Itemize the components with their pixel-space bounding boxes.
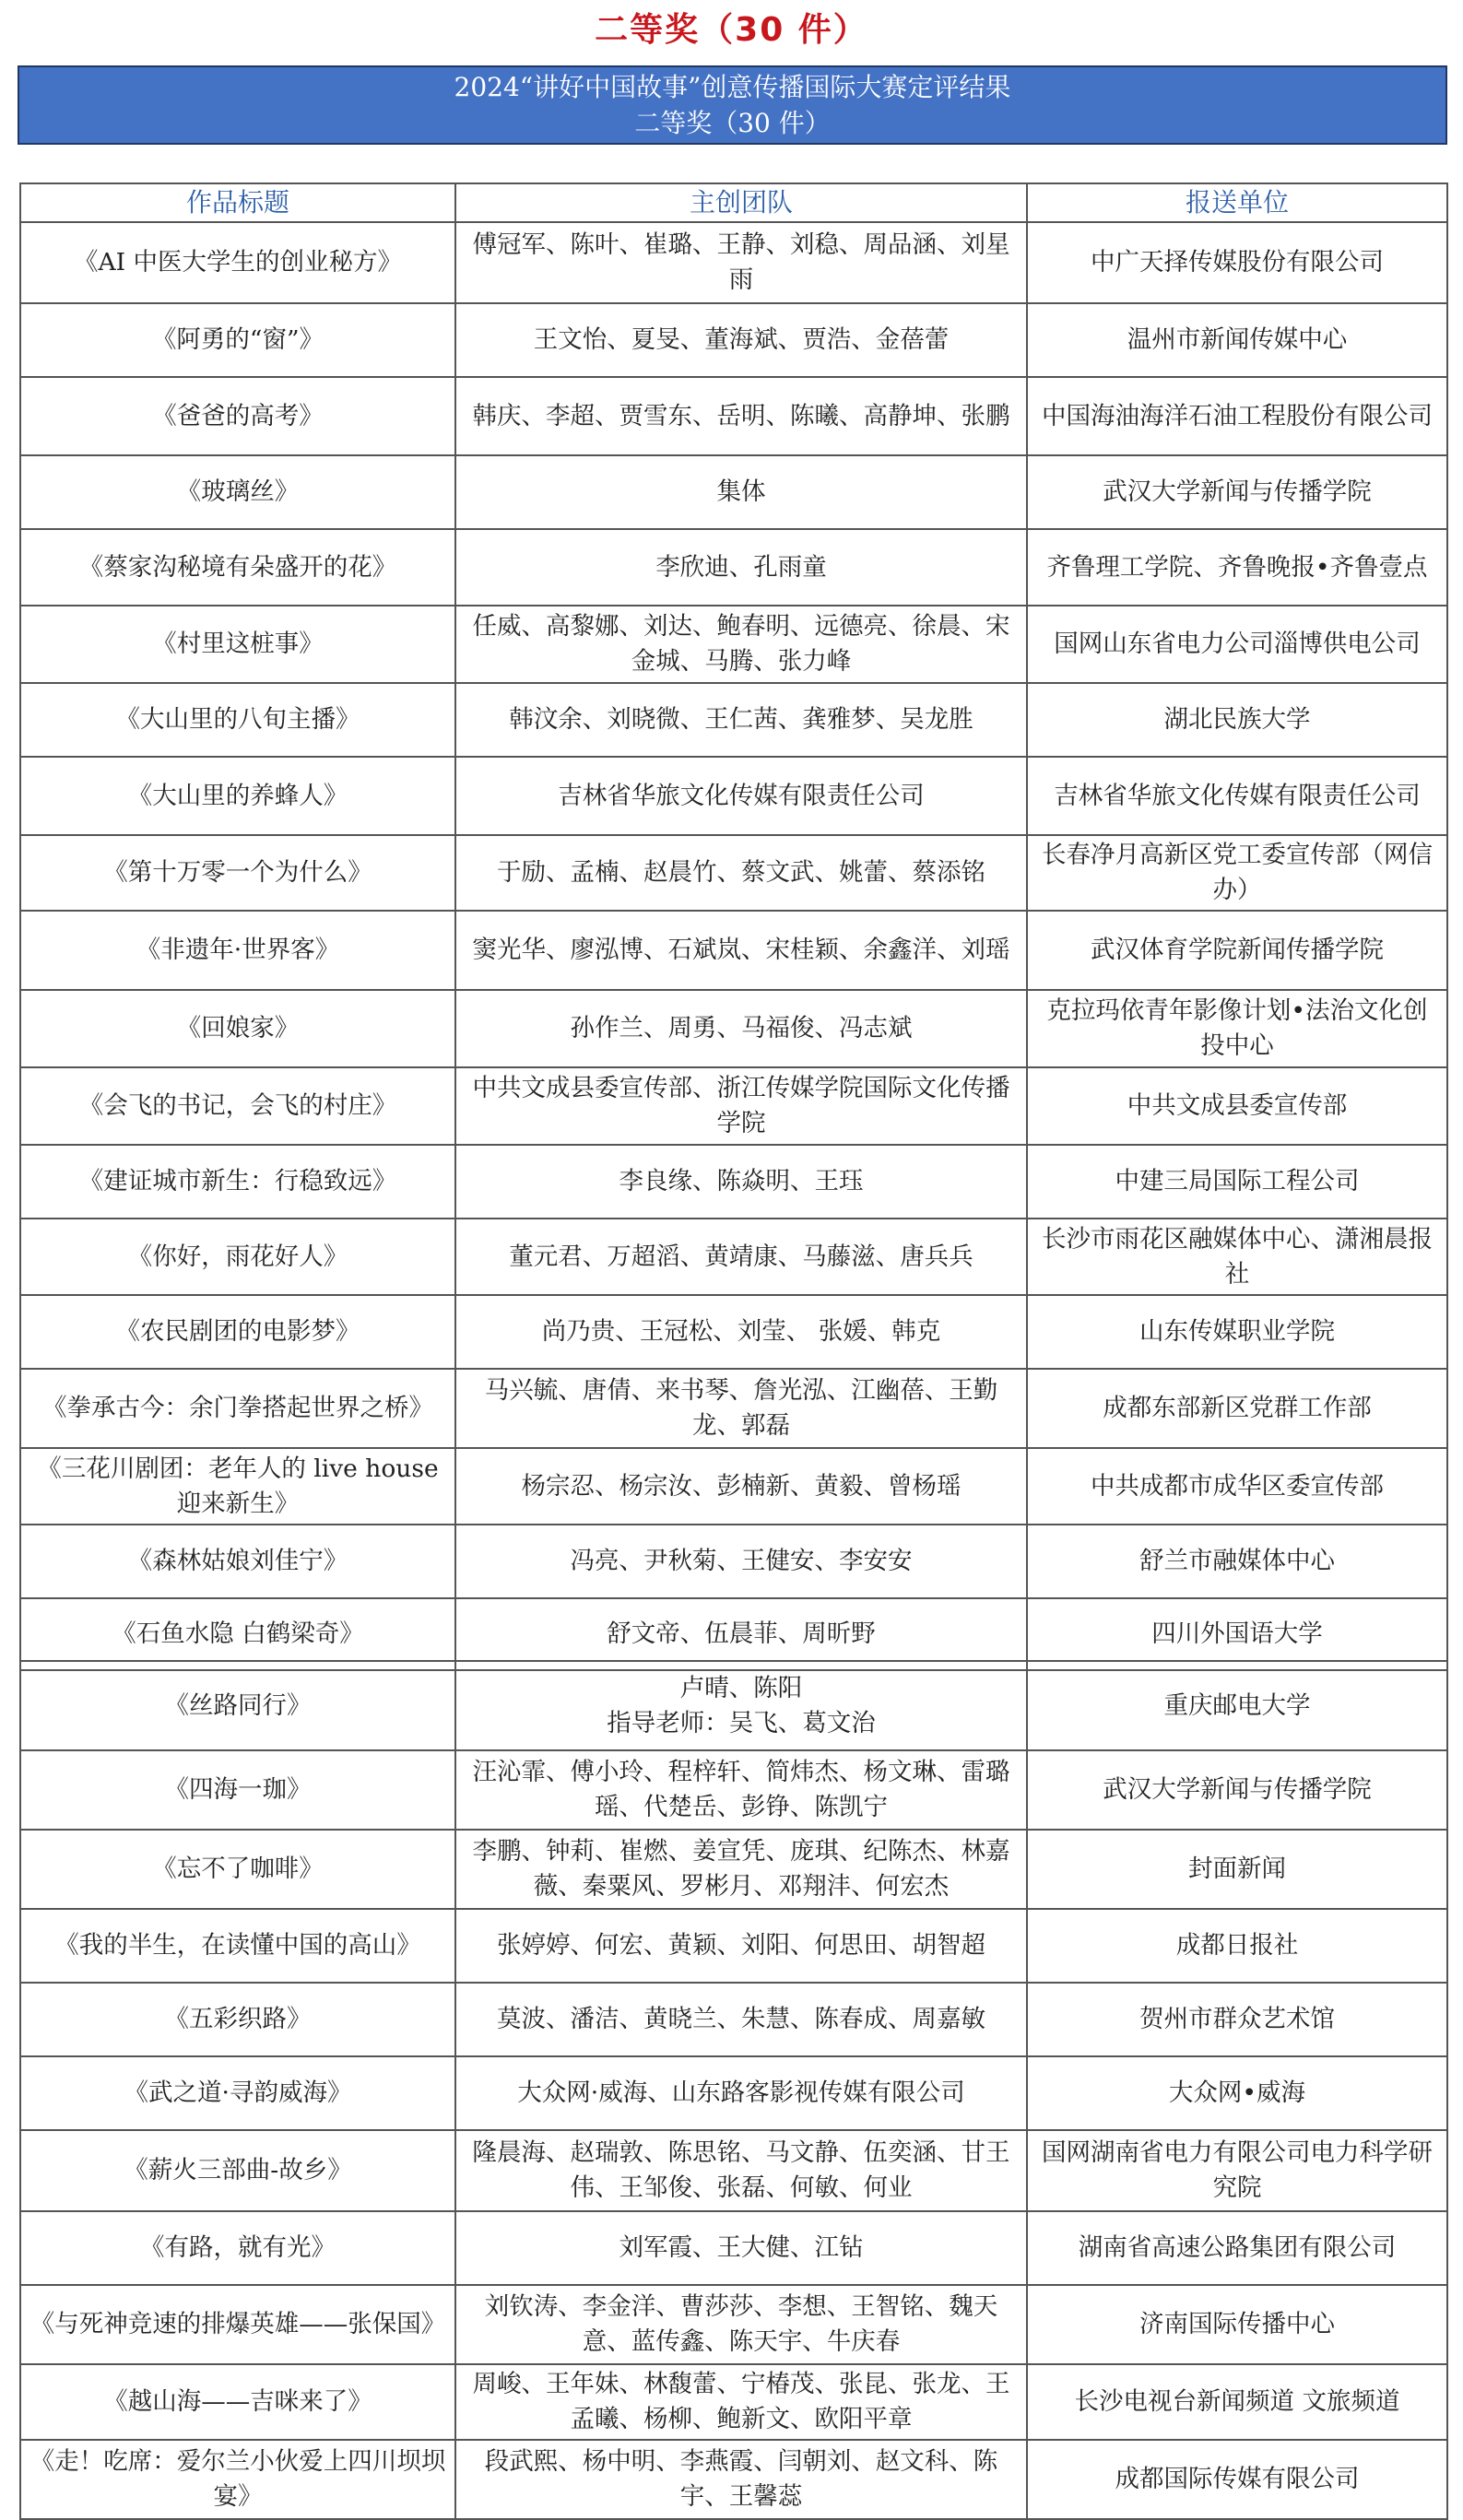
team-cell: 于励、孟楠、赵晨竹、蔡文武、姚蕾、蔡添铭 [455, 835, 1027, 911]
table-row [20, 1295, 1447, 1369]
team-cell: 杨宗忍、杨宗汝、彭楠新、黄毅、曾杨瑶 [455, 1448, 1027, 1525]
team-cell: 卢晴、陈阳 指导老师：吴飞、葛文治 [455, 1661, 1027, 1750]
results-banner [18, 65, 1447, 145]
team-cell: 集体 [455, 455, 1027, 529]
unit-cell: 湖北民族大学 [1027, 683, 1447, 757]
table-row [20, 529, 1447, 606]
table-row [20, 2440, 1447, 2519]
table-row [20, 1830, 1447, 1909]
work-title-cell: 《走！吃席：爱尔兰小伙爱上四川坝坝宴》 [20, 2440, 455, 2519]
table-row [20, 990, 1447, 1067]
work-title-cell: 《武之道·寻韵威海》 [20, 2056, 455, 2130]
table-row [20, 2211, 1447, 2285]
table-row [20, 303, 1447, 377]
column-header-team: 主创团队 [455, 183, 1027, 222]
unit-cell: 济南国际传播中心 [1027, 2285, 1447, 2364]
work-title-cell: 《拳承古今：余门拳搭起世界之桥》 [20, 1369, 455, 1448]
unit-cell: 成都东部新区党群工作部 [1027, 1369, 1447, 1448]
table-row [20, 1909, 1447, 1983]
work-title-cell: 《大山里的养蜂人》 [20, 757, 455, 835]
banner-title: 2024“讲好中国故事”创意传播国际大赛定评结果 [454, 72, 1011, 102]
unit-cell: 中建三局国际工程公司 [1027, 1145, 1447, 1219]
team-cell: 汪沁霏、傅小玲、程梓轩、简炜杰、杨文琳、雷璐瑶、代楚岳、彭铮、陈凯宁 [455, 1750, 1027, 1830]
team-cell: 刘军霞、王大健、江钻 [455, 2211, 1027, 2285]
work-title-cell: 《我的半生，在读懂中国的高山》 [20, 1909, 455, 1983]
table-row [20, 1145, 1447, 1219]
table-header-row [20, 183, 1447, 222]
work-title-cell: 《四海一珈》 [20, 1750, 455, 1830]
work-title-cell: 《丝路同行》 [20, 1661, 455, 1750]
table-row [20, 2364, 1447, 2440]
unit-cell: 大众网•威海 [1027, 2056, 1447, 2130]
team-cell: 隆晨海、赵瑞敦、陈思铭、马文静、伍奕涵、甘王伟、王邹俊、张磊、何敏、何业 [455, 2130, 1027, 2211]
team-cell: 王文怡、夏旻、董海斌、贾浩、金蓓蕾 [455, 303, 1027, 377]
unit-cell: 克拉玛依青年影像计划•法治文化创投中心 [1027, 990, 1447, 1067]
team-cell: 刘钦涛、李金洋、曹莎莎、李想、王智铭、魏天意、蓝传鑫、陈天宇、牛庆春 [455, 2285, 1027, 2364]
team-cell: 周峻、王年妹、林馥蕾、宁椿茂、张昆、张龙、王孟曦、杨柳、鲍新文、欧阳平章 [455, 2364, 1027, 2440]
unit-cell: 武汉大学新闻与传播学院 [1027, 1750, 1447, 1830]
work-title-cell: 《蔡家沟秘境有朵盛开的花》 [20, 529, 455, 606]
column-header-title: 作品标题 [20, 183, 455, 222]
work-title-cell: 《回娘家》 [20, 990, 455, 1067]
work-title-cell: 《石鱼水隐 白鹤梁奇》 [20, 1598, 455, 1670]
table-row [20, 1525, 1447, 1598]
unit-cell: 成都国际传媒有限公司 [1027, 2440, 1447, 2519]
work-title-cell: 《农民剧团的电影梦》 [20, 1295, 455, 1369]
unit-cell: 长春净月高新区党工委宣传部（网信办） [1027, 835, 1447, 911]
table-row [20, 1448, 1447, 1525]
unit-cell: 舒兰市融媒体中心 [1027, 1525, 1447, 1598]
unit-cell: 武汉大学新闻与传播学院 [1027, 455, 1447, 529]
table-row [20, 911, 1447, 990]
unit-cell: 中国海油海洋石油工程股份有限公司 [1027, 377, 1447, 455]
unit-cell: 吉林省华旅文化传媒有限责任公司 [1027, 757, 1447, 835]
unit-cell: 温州市新闻传媒中心 [1027, 303, 1447, 377]
column-header-unit: 报送单位 [1027, 183, 1447, 222]
unit-cell: 重庆邮电大学 [1027, 1661, 1447, 1750]
table-row [20, 1661, 1447, 1750]
unit-cell: 封面新闻 [1027, 1830, 1447, 1909]
table-row [20, 757, 1447, 835]
table-row [20, 835, 1447, 911]
unit-cell: 山东传媒职业学院 [1027, 1295, 1447, 1369]
unit-cell: 四川外国语大学 [1027, 1598, 1447, 1670]
work-title-cell: 《森林姑娘刘佳宁》 [20, 1525, 455, 1598]
work-title-cell: 《爸爸的高考》 [20, 377, 455, 455]
team-cell: 段武熙、杨中明、李燕霞、闫朝刘、赵文科、陈宇、王馨蕊 [455, 2440, 1027, 2519]
unit-cell: 长沙市雨花区融媒体中心、潇湘晨报社 [1027, 1219, 1447, 1295]
work-title-cell: 《阿勇的“窗”》 [20, 303, 455, 377]
unit-cell: 中共成都市成华区委宣传部 [1027, 1448, 1447, 1525]
awards-table-part-2 [19, 1660, 1448, 2520]
team-cell: 任威、高黎娜、刘达、鲍春明、远德亮、徐晨、宋金城、马腾、张力峰 [455, 606, 1027, 683]
unit-cell: 中广天择传媒股份有限公司 [1027, 222, 1447, 303]
work-title-cell: 《五彩织路》 [20, 1983, 455, 2056]
table-row [20, 455, 1447, 529]
unit-cell: 武汉体育学院新闻传播学院 [1027, 911, 1447, 990]
unit-cell: 国网湖南省电力有限公司电力科学研究院 [1027, 2130, 1447, 2211]
team-cell: 舒文帝、伍晨菲、周昕野 [455, 1598, 1027, 1670]
team-cell: 尚乃贵、王冠松、刘莹、 张媛、韩克 [455, 1295, 1027, 1369]
table-row [20, 1369, 1447, 1448]
team-cell: 李鹏、钟莉、崔燃、姜宣凭、庞琪、纪陈杰、林嘉薇、秦粟风、罗彬月、邓翔沣、何宏杰 [455, 1830, 1027, 1909]
work-title-cell: 《村里这桩事》 [20, 606, 455, 683]
table-row [20, 1983, 1447, 2056]
table-row [20, 1067, 1447, 1145]
table-row [20, 2130, 1447, 2211]
team-cell: 李良缘、陈焱明、王珏 [455, 1145, 1027, 1219]
team-cell: 韩汶余、刘晓微、王仁茜、龚雅梦、吴龙胜 [455, 683, 1027, 757]
work-title-cell: 《三花川剧团：老年人的 live house 迎来新生》 [20, 1448, 455, 1525]
team-cell: 李欣迪、孔雨童 [455, 529, 1027, 606]
team-cell: 中共文成县委宣传部、浙江传媒学院国际文化传播学院 [455, 1067, 1027, 1145]
team-cell: 大众网·威海、山东路客影视传媒有限公司 [455, 2056, 1027, 2130]
work-title-cell: 《建证城市新生：行稳致远》 [20, 1145, 455, 1219]
banner-subtitle: 二等奖（30 件） [634, 108, 831, 138]
unit-cell: 成都日报社 [1027, 1909, 1447, 1983]
work-title-cell: 《非遗年·世界客》 [20, 911, 455, 990]
team-cell: 窦光华、廖泓博、石斌岚、宋桂颖、余鑫洋、刘瑶 [455, 911, 1027, 990]
work-title-cell: 《玻璃丝》 [20, 455, 455, 529]
team-cell: 董元君、万超滔、黄靖康、马藤滋、唐兵兵 [455, 1219, 1027, 1295]
team-cell: 莫波、潘洁、黄晓兰、朱慧、陈春成、周嘉敏 [455, 1983, 1027, 2056]
work-title-cell: 《AI 中医大学生的创业秘方》 [20, 222, 455, 303]
table-row [20, 2285, 1447, 2364]
work-title-cell: 《忘不了咖啡》 [20, 1830, 455, 1909]
awards-table-part-1 [19, 183, 1448, 1671]
work-title-cell: 《第十万零一个为什么》 [20, 835, 455, 911]
unit-cell: 国网山东省电力公司淄博供电公司 [1027, 606, 1447, 683]
team-cell: 孙作兰、周勇、马福俊、冯志斌 [455, 990, 1027, 1067]
unit-cell: 长沙电视台新闻频道 文旅频道 [1027, 2364, 1447, 2440]
work-title-cell: 《有路，就有光》 [20, 2211, 455, 2285]
table-row [20, 1750, 1447, 1830]
team-cell: 韩庆、李超、贾雪东、岳明、陈曦、高静坤、张鹏 [455, 377, 1027, 455]
team-cell: 傅冠军、陈叶、崔璐、王静、刘稳、周品涵、刘星雨 [455, 222, 1027, 303]
team-cell: 冯亮、尹秋菊、王健安、李安安 [455, 1525, 1027, 1598]
team-cell: 张婷婷、何宏、黄颖、刘阳、何思田、胡智超 [455, 1909, 1027, 1983]
table-row [20, 1219, 1447, 1295]
table-row [20, 377, 1447, 455]
unit-cell: 贺州市群众艺术馆 [1027, 1983, 1447, 2056]
page-title: 二等奖（30 件） [595, 11, 868, 49]
table-row [20, 2056, 1447, 2130]
team-cell: 吉林省华旅文化传媒有限责任公司 [455, 757, 1027, 835]
team-cell: 马兴毓、唐倩、来书琴、詹光泓、江幽蓓、王勤龙、郭磊 [455, 1369, 1027, 1448]
table-row [20, 683, 1447, 757]
work-title-cell: 《薪火三部曲-故乡》 [20, 2130, 455, 2211]
unit-cell: 齐鲁理工学院、齐鲁晚报•齐鲁壹点 [1027, 529, 1447, 606]
table-row [20, 606, 1447, 683]
work-title-cell: 《会飞的书记，会飞的村庄》 [20, 1067, 455, 1145]
unit-cell: 湖南省高速公路集团有限公司 [1027, 2211, 1447, 2285]
work-title-cell: 《大山里的八旬主播》 [20, 683, 455, 757]
unit-cell: 中共文成县委宣传部 [1027, 1067, 1447, 1145]
table-row [20, 222, 1447, 303]
work-title-cell: 《与死神竞速的排爆英雄——张保国》 [20, 2285, 455, 2364]
work-title-cell: 《你好，雨花好人》 [20, 1219, 455, 1295]
work-title-cell: 《越山海——吉咪来了》 [20, 2364, 455, 2440]
